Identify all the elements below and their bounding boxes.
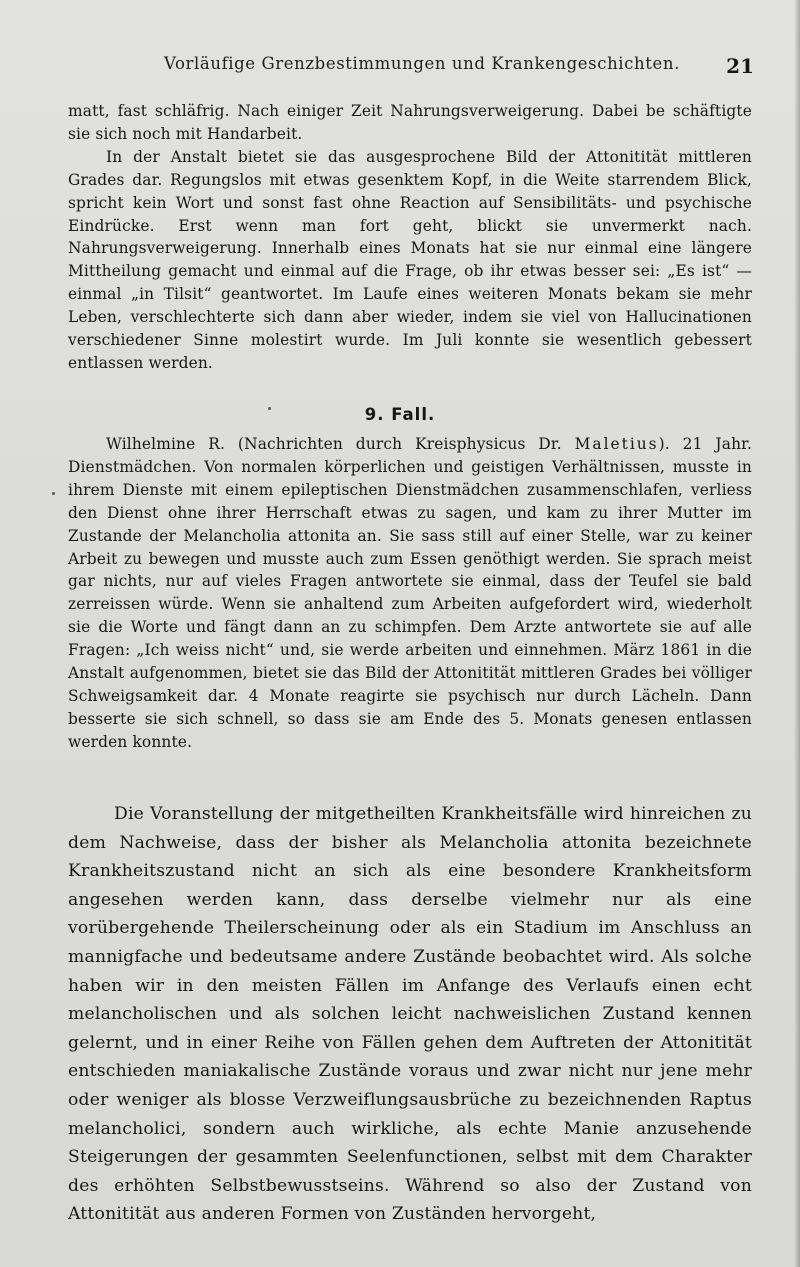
main-text-section — [68, 800, 752, 1229]
continuation-paragraph-1: matt, fast schläfrig. Nach einiger Zeit Nahrungsverweigerung. Dabei be schäftigte sie sich noch mit Handarbeit. — [68, 102, 752, 143]
case-text-rest: ). 21 Jahr. Dienstmädchen. Von normalen körperlichen und geistigen Verhältnissen, musste in ihrem Dienste mit einem epileptischen Dienstmädchen zusammenschlafen, verliess den Dienst ohne ihrer Herrschaft etwas zu sagen, und kam zu ihrer Mutter im Zustande der Melancholia attonita an. Sie sass still auf einer Stelle, war zu keiner Arbeit zu bewegen und musste auch zum Essen genöthigt werden. Sie sprach meist gar nichts, nur auf vieles Fragen antwortete sie einmal, dass der Teufel sie bald zerreissen würde. Wenn sie anhaltend zum Arbeiten aufgefordert wird, wiederholt sie die Worte und fängt dann an zu schimpfen. Dem Arzte antwortete sie auf alle Fragen: „Ich weiss nicht“ und, sie werde arbeiten und einnehmen. März 1861 in die Anstalt aufgenommen, bietet sie das Bild der Attonitität mittleren Grades bei völliger Schweigsamkeit dar. 4 Monate reagirte sie psychisch nur durch Lächeln. Dann besserte sie sich schnell, so dass sie am Ende des 5. Monats genesen entlassen werden konnte. — [68, 435, 752, 751]
physician-name: Maletius — [574, 435, 659, 453]
print-speck — [52, 492, 55, 495]
page-header — [70, 44, 754, 84]
running-head: Vorläufige Grenzbestimmungen und Krankengeschichten. — [164, 54, 680, 73]
case-heading: 9. Fall. — [364, 405, 436, 424]
case-paragraph — [68, 433, 752, 754]
case-text-start: Wilhelmine R. (Nachrichten durch Kreisphysicus Dr. — [106, 435, 575, 453]
print-speck — [268, 407, 271, 410]
continuation-section — [68, 100, 752, 375]
case-section — [68, 433, 752, 754]
page-edge-shadow — [794, 0, 800, 1267]
continuation-paragraph-2: In der Anstalt bietet sie das ausgesprochene Bild der Attonitität mittleren Grades dar. Regungslos mit etwas gesenktem Kopf, in die Weite starrendem Blick, spricht kein Wort und sonst fast ohne Reaction auf Sensibilitäts- und psychische Eindrücke. Erst wenn man fort geht, blickt sie unvermerkt nach. Nahrungsverweigerung. Innerhalb eines Monats hat sie nur einmal eine längere Mittheilung gemacht und einmal auf die Frage, ob ihr etwas besser sei: „Es ist“ — einmal „in Tilsit“ geantwortet. Im Laufe eines weiteren Monats bekam sie mehr Leben, verschlechterte sich dann aber wieder, indem sie viel von Hallucinationen verschiedener Sinne molestirt wurde. Im Juli konnte sie wesentlich gebessert entlassen werden. — [68, 147, 752, 372]
main-paragraph: Die Voranstellung der mitgetheilten Krankheitsfälle wird hinreichen zu dem Nachweise, dass der bisher als Melancholia attonita bezeichnete Krankheitszustand nicht an sich als eine besondere Krankheitsform angesehen werden kann, dass derselbe vielmehr nur als eine vorübergehende Theilerscheinung oder als ein Stadium im Anschluss an mannigfache und bedeutsame andere Zustände beobachtet wird. Als solche haben wir in den meisten Fällen im Anfange des Verlaufs einen echt melancholischen und als solchen leicht nachweislichen Zustand kennen gelernt, und in einer Reihe von Fällen gehen dem Auftreten der Attonitität entschieden maniakalische Zustände voraus und zwar nicht nur jene mehr oder weniger als blosse Verzweiflungsausbrüche zu bezeichnenden Raptus melancholici, sondern auch wirkliche, als echte Manie anzusehende Steigerungen der gesammten Seelenfunctionen, selbst mit dem Charakter des erhöhten Selbstbewusstseins. Während so also der Zustand von Attonitität aus anderen Formen von Zuständen hervorgeht, — [68, 804, 752, 1225]
page-number: 21 — [726, 54, 754, 78]
